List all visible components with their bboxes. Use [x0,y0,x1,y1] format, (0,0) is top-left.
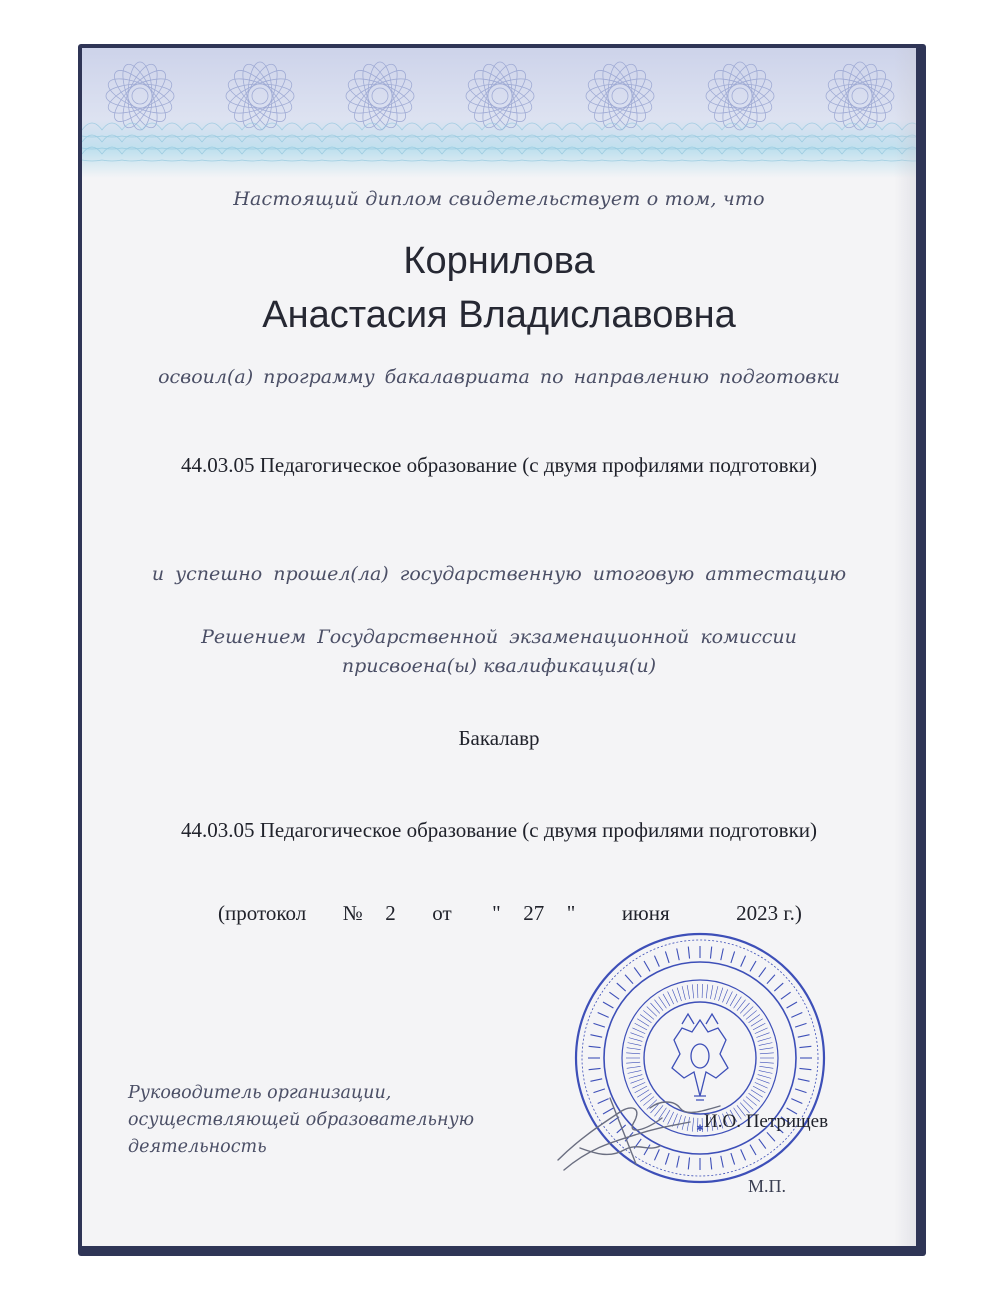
commission-decision-line2: присвоена(ы) квалификация(и) [341,655,657,677]
protocol-no-sign: № [342,901,363,925]
head-label-line2: осуществляющей образовательную [128,1110,475,1130]
protocol-month: июня [621,901,670,925]
qualification-program: 44.03.05 Педагогическое образование (с двумя профилями подготовки) [180,818,818,842]
seal-place-label: М.П. [748,1176,787,1196]
graduate-given-names: Анастасия Владиславовна [262,294,736,336]
svg-text:✱: ✱ [696,1124,704,1134]
handwritten-signature [550,1078,730,1178]
protocol-open: (протокол [218,901,307,925]
program-name: 44.03.05 Педагогическое образование (с двумя профилями подготовки) [180,453,818,477]
protocol-line [218,901,802,926]
protocol-quote-open: " [492,901,501,925]
protocol-from: от [432,901,452,925]
head-label-line3: деятельность [128,1137,267,1157]
diploma-lead-text: Настоящий диплом свидетельствует о том, что [233,188,765,210]
protocol-number: 2 [385,901,396,925]
protocol-year: 2023 г.) [736,901,802,925]
commission-decision-line1: Решением Государственной экзаменационной комиссии [201,626,797,648]
program-statement: освоил(а) программу бакалавриата по направлению подготовки [158,366,840,388]
guilloche-pattern [82,48,916,178]
qualification: Бакалавр [458,726,540,750]
graduate-surname: Корнилова [403,240,595,282]
signer-name: И.О. Петрищев [704,1111,829,1132]
attestation-statement: и успешно прошел(ла) государственную итоговую аттестацию [151,563,847,585]
head-label-line1: Руководитель организации, [128,1083,392,1103]
protocol-quote-close: " [566,901,576,925]
diploma-page [82,48,916,1246]
protocol-day: 27 [523,901,545,925]
